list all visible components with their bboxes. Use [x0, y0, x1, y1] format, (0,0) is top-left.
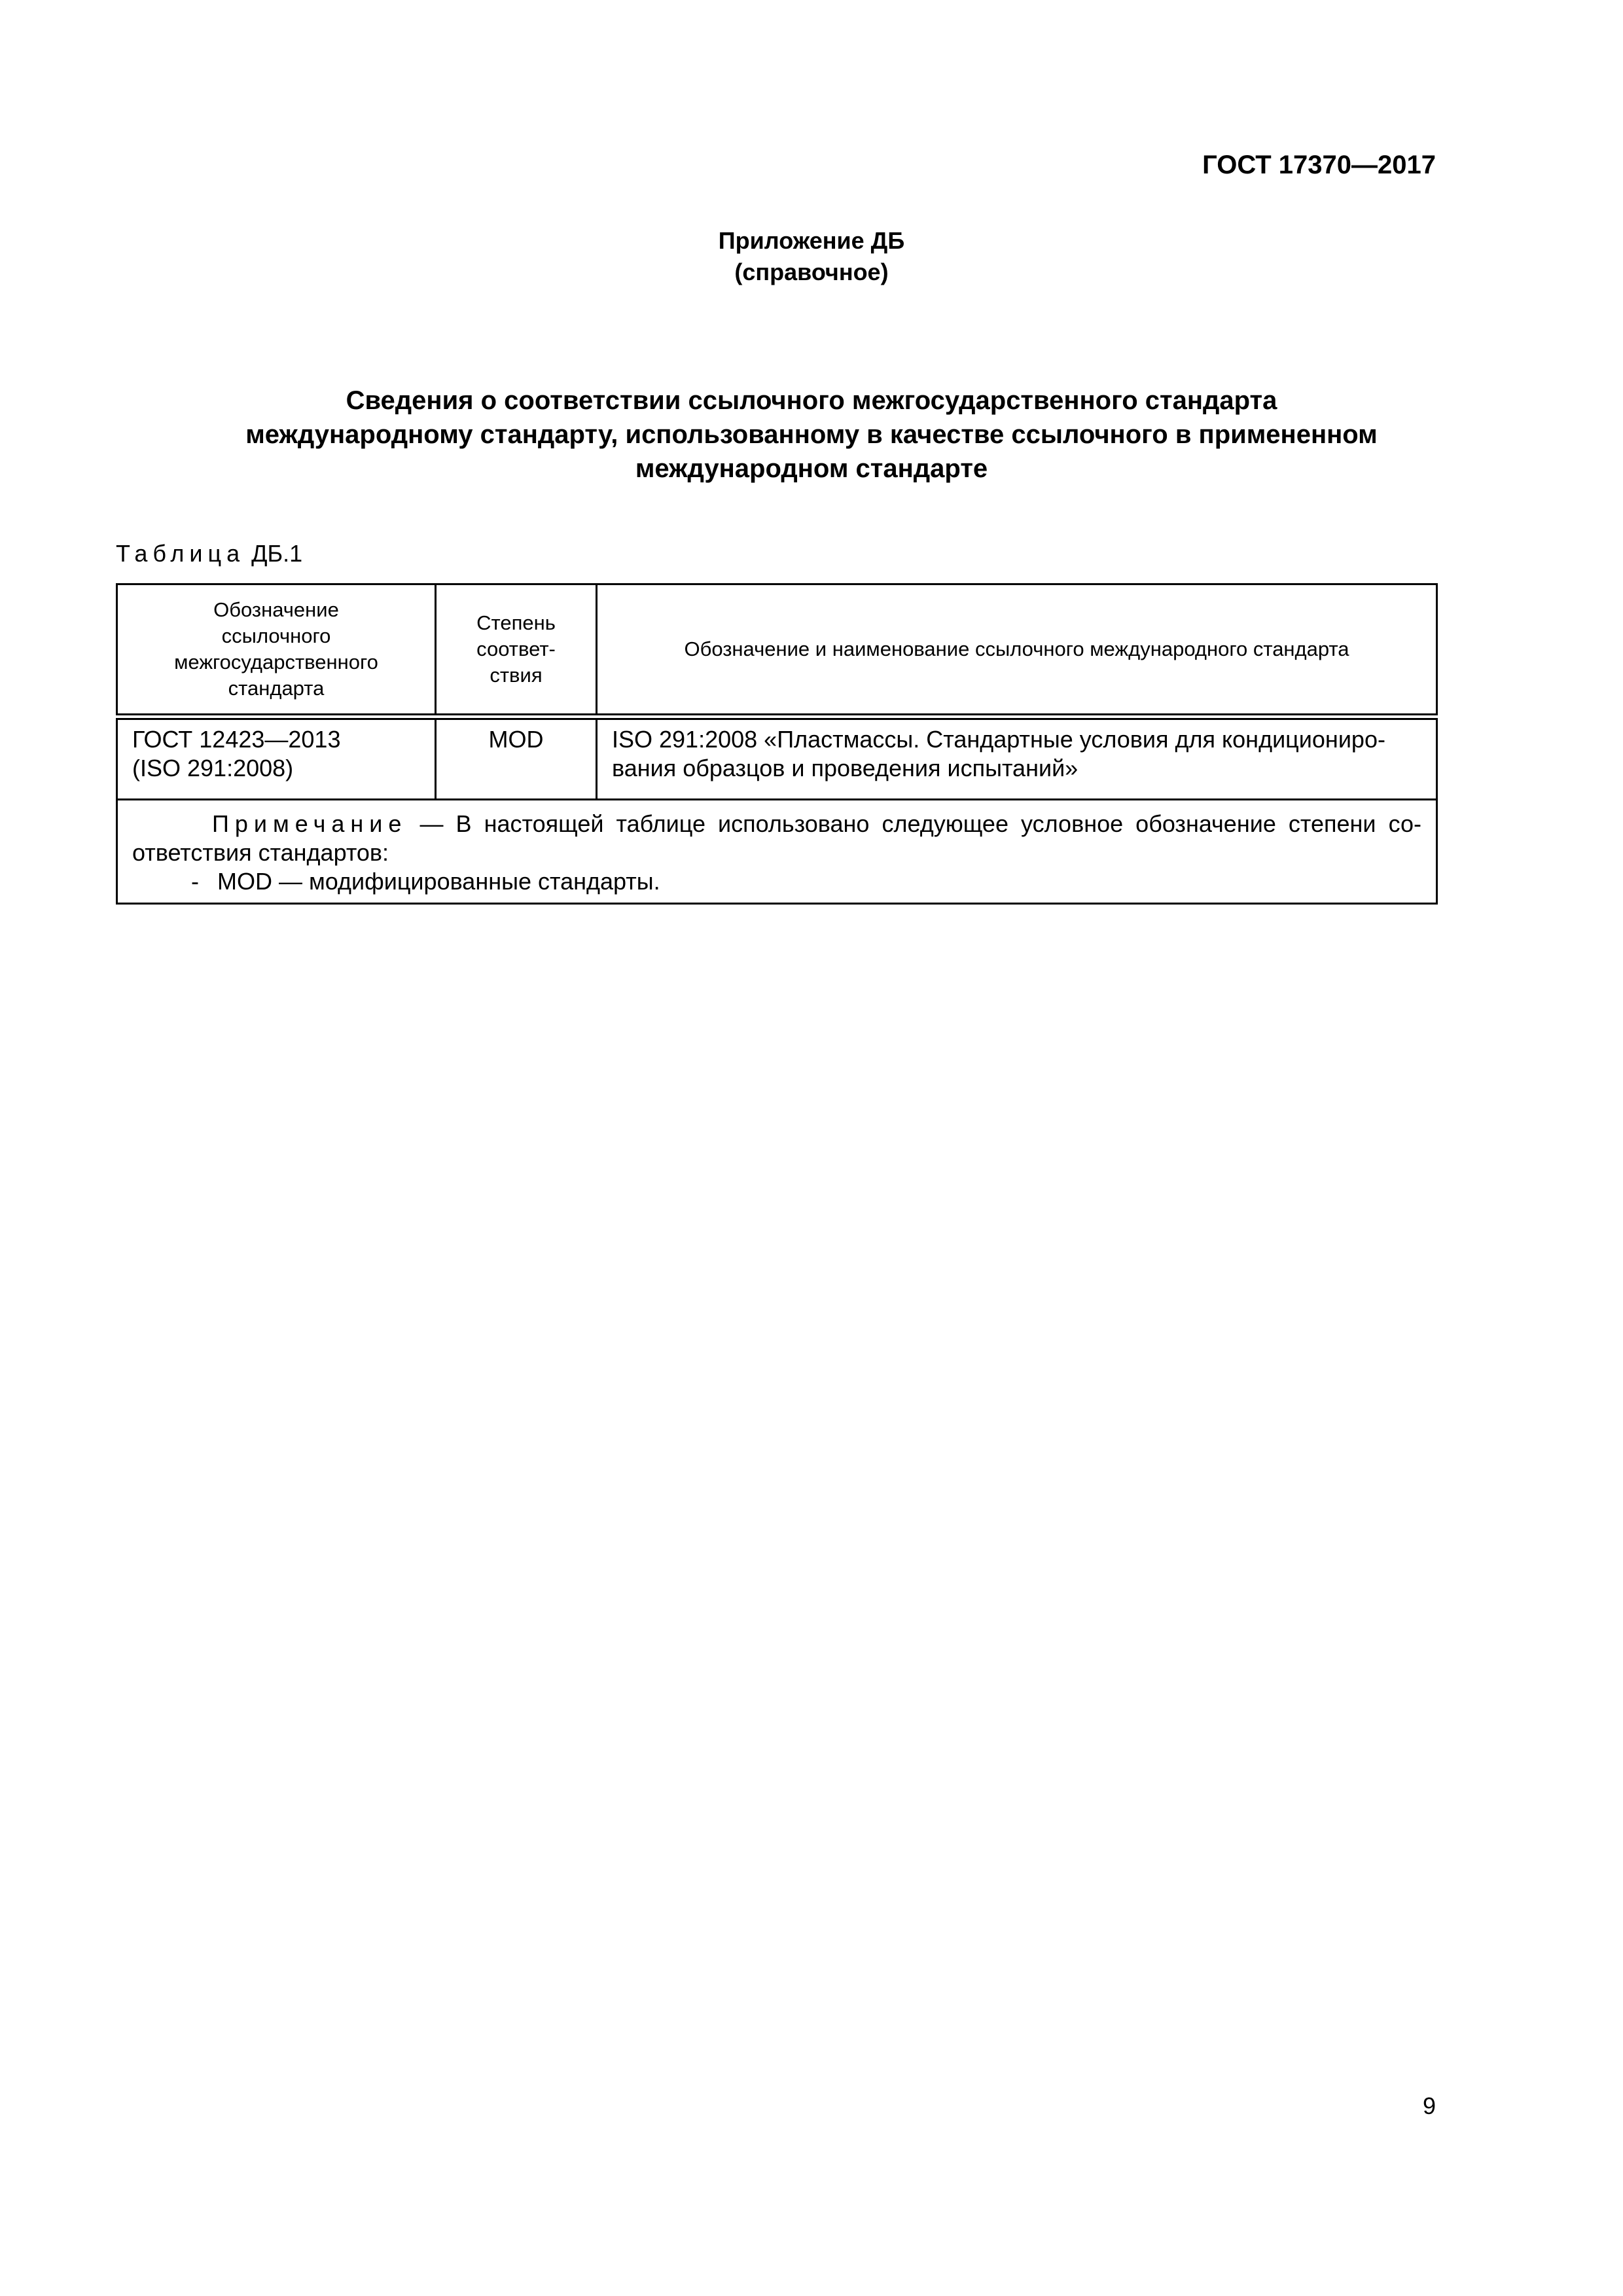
section-title-line-1: Сведения о соответствии ссылочного межгосударственного стандарта	[346, 386, 1277, 415]
table-note	[117, 800, 1437, 904]
note-item-marker: -	[191, 868, 199, 895]
header-cell-degree	[436, 584, 597, 717]
header-cell-interstate-standard	[117, 584, 436, 717]
header-line: ствия	[490, 664, 543, 687]
header-line: стандарта	[228, 677, 325, 700]
table-row	[117, 717, 1437, 800]
header-cell-international-standard	[597, 584, 1437, 717]
table-header-row	[117, 584, 1437, 717]
standard-line: (ISO 291:2008)	[132, 755, 294, 781]
cell-interstate-standard	[117, 717, 436, 800]
note-list-item	[132, 867, 1421, 896]
note-text-line-1: В настоящей таблице использовано следующее условное обозначение степени со-	[455, 810, 1421, 837]
international-line: ISO 291:2008 «Пластмассы. Стандартные условия для кондициониро-	[612, 726, 1385, 753]
header-line: Обозначение и наименование ссылочного международного стандарта	[684, 637, 1349, 660]
standard-line: ГОСТ 12423—2013	[132, 726, 341, 753]
table-note-row	[117, 800, 1437, 904]
reference-standards-table	[116, 583, 1438, 905]
international-line: вания образцов и проведения испытаний»	[612, 755, 1079, 781]
cell-international-standard	[597, 717, 1437, 800]
note-label: Примечание	[212, 810, 408, 837]
section-title	[0, 384, 1623, 486]
appendix-subtitle: (справочное)	[734, 259, 889, 285]
section-title-line-3: международном стандарте	[635, 454, 988, 483]
appendix-heading	[0, 225, 1623, 288]
section-title-line-2: международному стандарту, использованному в качестве ссылочного в примененном	[245, 420, 1378, 449]
header-line: Обозначение	[213, 598, 339, 621]
note-dash: —	[419, 810, 444, 837]
cell-degree: MOD	[436, 717, 597, 800]
header-line: межгосударственного	[174, 651, 378, 673]
note-first-line	[132, 810, 1421, 838]
header-line: соответ-	[476, 637, 556, 660]
header-line: ссылочного	[221, 624, 331, 647]
note-text-line-2: ответствия стандартов:	[132, 839, 389, 866]
document-code: ГОСТ 17370—2017	[1202, 151, 1436, 179]
table-caption-id: ДБ.1	[251, 540, 303, 567]
table-caption	[116, 539, 302, 568]
page-number: 9	[1422, 2092, 1436, 2119]
table-caption-word: Таблица	[116, 540, 245, 567]
header-line: Степень	[476, 611, 556, 634]
appendix-title: Приложение ДБ	[718, 227, 905, 254]
note-item-text: MOD — модифицированные стандарты.	[217, 868, 660, 895]
